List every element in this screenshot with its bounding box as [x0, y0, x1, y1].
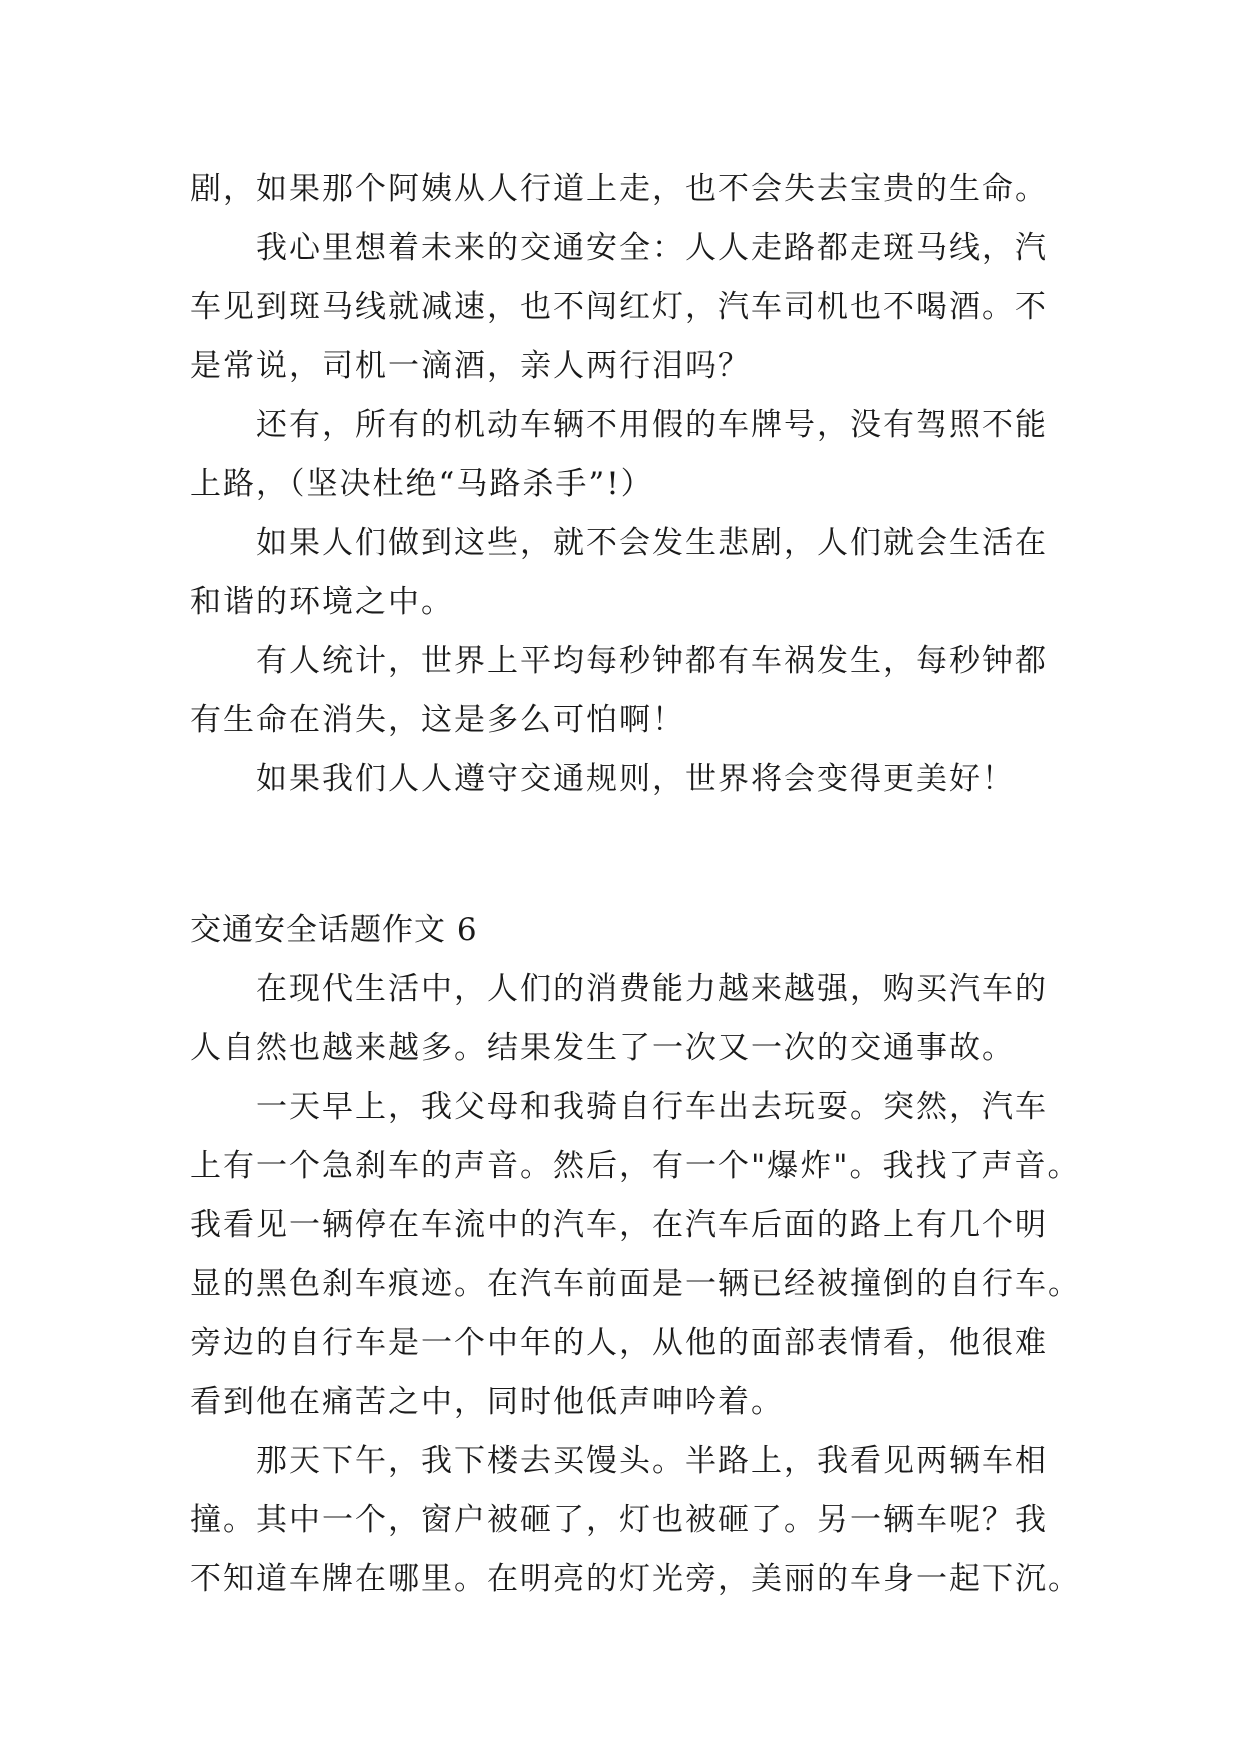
- paragraph-line: 剧，如果那个阿姨从人行道上走，也不会失去宝贵的生命。: [190, 171, 1048, 207]
- paragraph-line: 我看见一辆停在车流中的汽车，在汽车后面的路上有几个明: [190, 1207, 1048, 1243]
- paragraph-line: 上路，（坚决杜绝“马路杀手”!）: [190, 466, 654, 502]
- paragraph-line: 车见到斑马线就减速，也不闯红灯，汽车司机也不喝酒。不: [190, 289, 1048, 325]
- paragraph-line: 在现代生活中，人们的消费能力越来越强，购买汽车的: [256, 971, 1048, 1007]
- paragraph-line: 上有一个急刹车的声音。然后，有一个"爆炸"。我找了声音。: [190, 1148, 1081, 1184]
- section-heading: 交通安全话题作文 6: [190, 912, 478, 948]
- paragraph-line: 如果人们做到这些，就不会发生悲剧，人们就会生活在: [256, 525, 1048, 561]
- paragraph-line: 有生命在消失，这是多么可怕啊！: [190, 702, 685, 738]
- paragraph-line: 有人统计，世界上平均每秒钟都有车祸发生，每秒钟都: [256, 643, 1048, 679]
- paragraph-line: 旁边的自行车是一个中年的人，从他的面部表情看，他很难: [190, 1325, 1048, 1361]
- paragraph-line: 和谐的环境之中。: [190, 584, 454, 620]
- paragraph-line: 我心里想着未来的交通安全：人人走路都走斑马线，汽: [256, 230, 1048, 266]
- paragraph-line: 显的黑色刹车痕迹。在汽车前面是一辆已经被撞倒的自行车。: [190, 1266, 1081, 1302]
- section-spacer: [190, 809, 1060, 901]
- paragraph-line: 那天下午，我下楼去买馒头。半路上，我看见两辆车相: [256, 1443, 1048, 1479]
- paragraph-line: 人自然也越来越多。结果发生了一次又一次的交通事故。: [190, 1030, 1015, 1066]
- paragraph-line: 撞。其中一个，窗户被砸了，灯也被砸了。另一辆车呢？我: [190, 1502, 1048, 1538]
- essay-text: [190, 160, 1081, 1609]
- paragraph-line: 还有，所有的机动车辆不用假的车牌号，没有驾照不能: [256, 407, 1048, 443]
- paragraph-line: 不知道车牌在哪里。在明亮的灯光旁，美丽的车身一起下沉。: [190, 1561, 1081, 1597]
- paragraph-line: 一天早上，我父母和我骑自行车出去玩耍。突然，汽车: [256, 1089, 1048, 1125]
- paragraph-line: 是常说，司机一滴酒，亲人两行泪吗？: [190, 348, 751, 384]
- paragraph-line: 看到他在痛苦之中，同时他低声呻吟着。: [190, 1384, 784, 1420]
- paragraph-line: 如果我们人人遵守交通规则，世界将会变得更美好！: [256, 761, 1015, 797]
